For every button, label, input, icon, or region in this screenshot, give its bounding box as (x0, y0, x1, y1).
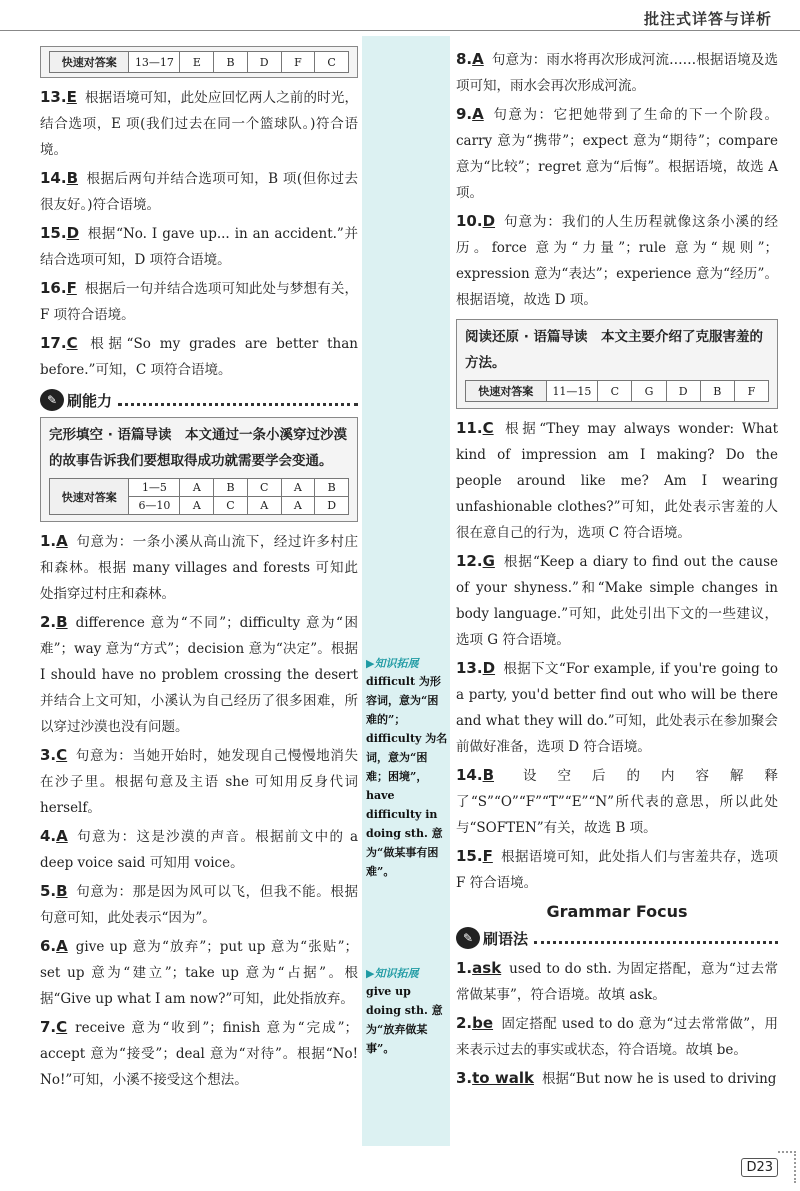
answer-cell: B (214, 52, 248, 73)
answer-item: 13.D 根据下文“For example, if you're going to a party, you'd better find out who will be there and what they will do.”可知，此处表示在参加聚会前做好准备，选项 D 符合语境。 (456, 659, 778, 755)
side-tag: ▶知识拓展 (366, 967, 419, 980)
answer-table (49, 478, 349, 515)
side-note-text: difficult 为形容词，意为“困难的”；difficulty 为名词，意为“困难；困境”，have difficulty in doing sth. 意为“做某事有困难”。 (366, 675, 448, 878)
answer-list-5 (456, 955, 778, 1092)
answer-range: 6—10 (129, 497, 180, 515)
answer-cell: G (632, 381, 666, 402)
grammar-focus-heading: Grammar Focus (546, 902, 688, 921)
answer-cell: D (247, 52, 281, 73)
answer-item: 15.D 根据“No. I gave up... in an accident.”并结合选项可知，D 项符合语境。 (40, 224, 358, 268)
header-title: 批注式详答与详析 (643, 10, 772, 28)
answer-cell: C (247, 479, 281, 497)
quick-answers-1 (40, 46, 358, 78)
answer-item: 2.B difference 意为“不同”；difficulty 意为“困难”；way 意为“方式”；decision 意为“决定”。根据 I should have no problem crossing the desert 并结合上文可知，小溪认为自己经历了很多困难，所以穿过沙漠也没有问题。 (40, 613, 358, 735)
answer-cell: E (180, 52, 214, 73)
answer-item: 5.B 句意为：那是因为风可以飞，但我不能。根据句意可知，此处表示“因为”。 (40, 882, 358, 926)
side-tag: ▶知识拓展 (366, 657, 419, 670)
answer-item: 2.be 固定搭配 used to do 意为“过去常常做”，用来表示过去的事实或状态，符合语境。故填 be。 (456, 1014, 778, 1058)
answer-cell: D (666, 381, 700, 402)
answer-cell: A (281, 497, 315, 515)
guide-text: 本文主要介绍了克服害羞的方法。 (465, 329, 764, 371)
answer-cell: A (281, 479, 315, 497)
section-title: 刷能力 (67, 391, 113, 410)
answer-item: 16.F 根据后一句并结合选项可知此处与梦想有关，F 项符合语境。 (40, 279, 358, 323)
answer-cell: D (315, 497, 349, 515)
answer-table-label: 快速对答案 (50, 52, 129, 73)
answer-item: 6.A give up 意为“放弃”；put up 意为“张贴”；set up 意为“建立”；take up 意为“占据”。根据“Give up what I am now?”可知，此处指放弃。 (40, 937, 358, 1007)
answer-item: 4.A 句意为：这是沙漠的声音。根据前文中的 a deep voice said 可知用 voice。 (40, 827, 358, 871)
answer-range: 13—17 (129, 52, 180, 73)
answer-item: 13.E 根据语境可知，此处应回忆两人之前的时光，结合选项，E 项(我们过去在同一个篮球队。)符合语境。 (40, 88, 358, 158)
answer-item: 3.C 句意为：当她开始时，她发现自己慢慢地消失在沙子里。根据句意及主语 she 可知用反身代词 herself。 (40, 746, 358, 816)
section-header-grammar (456, 927, 778, 949)
answer-table-label: 快速对答案 (50, 479, 129, 515)
answer-range: 1—5 (129, 479, 180, 497)
answer-cell: A (180, 497, 214, 515)
section-header-ability (40, 389, 358, 411)
answer-table-label: 快速对答案 (466, 381, 547, 402)
answer-list-1 (40, 84, 358, 383)
answer-cell: A (247, 497, 281, 515)
answer-item: 17.C 根据“So my grades are better than before.”可知，C 项符合语境。 (40, 334, 358, 378)
answer-range: 11—15 (546, 381, 598, 402)
answer-table (49, 51, 349, 73)
answer-item: 15.F 根据语境可知，此处指人们与害羞共存，选项 F 符合语境。 (456, 847, 778, 891)
sidebar-notes (362, 36, 450, 1146)
answer-item: 10.D 句意为：我们的人生历程就像这条小溪的经历。force 意为“力量”；rule 意为“规则”；expression 意为“表达”；experience 意为“经历”。根据语境，故选 D 项。 (456, 212, 778, 308)
guide-lead: 阅读还原 · 语篇导读 (465, 329, 588, 345)
dotted-rule (118, 395, 358, 406)
answer-cell: B (700, 381, 734, 402)
answer-cell: B (315, 479, 349, 497)
answer-item: 11.C 根据“They may always wonder: What kind of impression am I making? Do the people around like me? Am I wearing unfashionable clothes?”可知，此处表示害羞的人很在意自己的行为，选项 C 符合语境。 (456, 419, 778, 541)
reading-guide-1 (40, 417, 358, 522)
guide-lead: 完形填空 · 语篇导读 (49, 427, 172, 443)
answer-cell: F (281, 52, 315, 73)
answer-item: 14.B 设空后的内容解释了“S”“O”“F”“T”“E”“N”所代表的意思，所以此处与“SOFTEN”有关，故选 B 项。 (456, 766, 778, 836)
answer-item: 1.A 句意为：一条小溪从高山流下，经过许多村庄和森林。根据 many villages and forests 可知此处指穿过村庄和森林。 (40, 532, 358, 602)
answer-item: 9.A 句意为：它把她带到了生命的下一个阶段。carry 意为“携带”；expect 意为“期待”；compare 意为“比较”；regret 意为“后悔”。根据语境，故选 A 项。 (456, 105, 778, 201)
answer-list-4 (456, 415, 778, 896)
answer-table (465, 380, 769, 402)
left-column (40, 46, 358, 1095)
answer-cell: F (734, 381, 768, 402)
guide-text: 本文通过一条小溪穿过沙漠的故事告诉我们要想取得成功就需要学会变通。 (49, 427, 348, 469)
reading-guide-2 (456, 319, 778, 409)
pencil-icon: ✎ (40, 389, 64, 411)
answer-item: 1.ask used to do sth. 为固定搭配，意为“过去常常做某事”，符合语境。故填 ask。 (456, 959, 778, 1003)
corner-decoration (778, 1151, 796, 1183)
answer-list-2 (40, 528, 358, 1093)
answer-item: 7.C receive 意为“收到”；finish 意为“完成”；accept 意为“接受”；deal 意为“对待”。根据“No! No!”可知，小溪不接受这个想法。 (40, 1018, 358, 1088)
answer-cell: C (214, 497, 248, 515)
side-note-1 (366, 656, 448, 881)
answer-item: 14.B 根据后两句并结合选项可知，B 项(但你过去很友好。)符合语境。 (40, 169, 358, 213)
page-number: D23 (741, 1158, 778, 1177)
section-title: 刷语法 (483, 929, 529, 948)
answer-item: 3.to walk 根据“But now he is used to driving (456, 1069, 777, 1087)
right-column (456, 46, 778, 1094)
answer-list-3 (456, 46, 778, 313)
side-note-text: give up doing sth. 意为“放弃做某事”。 (366, 985, 443, 1055)
side-note-2 (366, 966, 448, 1058)
answer-item: 12.G 根据“Keep a diary to find out the cause of your shyness.”和“Make simple changes in body language.”可知，此处引出下文的一些建议，选项 G 符合语境。 (456, 552, 778, 648)
pencil-icon: ✎ (456, 927, 480, 949)
answer-cell: C (598, 381, 632, 402)
answer-item: 8.A 句意为：雨水将再次形成河流……根据语境及选项可知，雨水会再次形成河流。 (456, 50, 778, 94)
answer-cell: A (180, 479, 214, 497)
header-divider (0, 30, 800, 31)
dotted-rule (534, 933, 778, 944)
answer-cell: C (315, 52, 349, 73)
answer-cell: B (214, 479, 248, 497)
